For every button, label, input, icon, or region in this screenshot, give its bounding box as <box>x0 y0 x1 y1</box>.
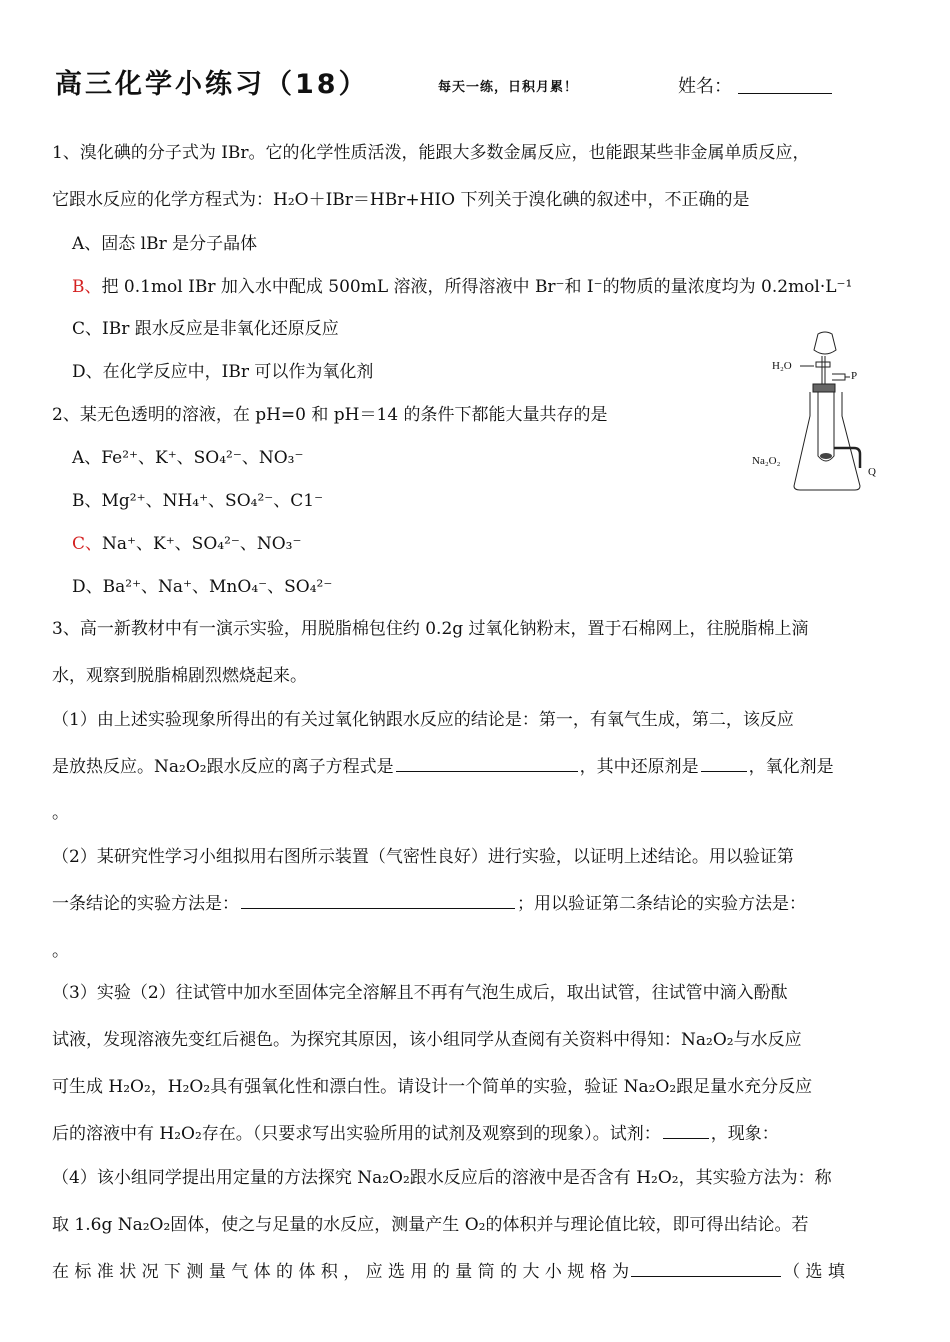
q1-option-b <box>72 272 852 297</box>
q2-option-c-text: Na⁺、K⁺、SO₄²⁻、NO₃⁻ <box>102 534 302 554</box>
q3-stem-line2: 水，观察到脱脂棉剧烈燃烧起来。 <box>52 666 307 686</box>
ionic-equation-blank[interactable] <box>396 753 578 772</box>
worksheet-title: 高三化学小练习（18） <box>55 69 369 100</box>
q3-part4-line1: （4）该小组同学提出用定量的方法探究 Na₂O₂跟水反应后的溶液中是否含有 H₂O₂，其实验方法为：称 <box>52 1168 832 1188</box>
label-water: H₂O <box>772 360 792 372</box>
q1-stem-line2: 它跟水反应的化学方程式为：H₂O＋IBr＝HBr+HIO 下列关于溴化碘的叙述中，不正确的是 <box>52 190 750 210</box>
q2-option-c <box>72 529 301 554</box>
name-blank[interactable] <box>738 93 832 94</box>
label-sodium-peroxide: Na₂O₂ <box>752 455 781 467</box>
q3-stem-line1: 3、高一新教材中有一演示实验，用脱脂棉包住约 0.2g 过氧化钠粉末，置于石棉网上，往脱脂棉上滴 <box>52 619 809 639</box>
q3-part2-text-b: ；用以验证第二条结论的实验方法是： <box>517 894 806 914</box>
q2-option-c-letter: C、 <box>72 534 103 554</box>
motto: 每天一练，日积月累！ <box>438 80 579 95</box>
q3-part4-text-b: （ 选 填 <box>783 1262 845 1282</box>
q2-option-b: B、Mg²⁺、NH₄⁺、SO₄²⁻、C1⁻ <box>72 491 324 511</box>
q2-option-a: A、Fe²⁺、K⁺、SO₄²⁻、NO₃⁻ <box>72 448 304 468</box>
cylinder-size-blank[interactable] <box>631 1258 781 1277</box>
label-p: P <box>851 370 858 382</box>
experiment-apparatus-diagram <box>750 328 900 498</box>
q3-part4-text-a: 在 标 准 状 况 下 测 量 气 体 的 体 积 ， 应 选 用 的 量 筒 的 大 小 规 格 为 <box>52 1262 630 1282</box>
q3-part2-line1: （2）某研究性学习小组拟用右图所示装置（气密性良好）进行实验，以证明上述结论。用以验证第 <box>52 847 794 867</box>
q3-part3-line3: 可生成 H₂O₂，H₂O₂具有强氧化性和漂白性。请设计一个简单的实验，验证 Na₂O₂跟足量水充分反应 <box>52 1077 813 1097</box>
apparatus-drawing <box>750 328 900 498</box>
q3-part3-line1: （3）实验（2）往试管中加水至固体完全溶解且不再有气泡生成后，取出试管，往试管中滴入酚酞 <box>52 983 788 1003</box>
q1-option-b-letter: B、 <box>72 277 102 297</box>
q3-part1-line2 <box>52 752 834 777</box>
q3-part3-text-a: 后的溶液中有 H₂O₂存在。（只要求写出实验所用的试剂及观察到的现象）。试剂： <box>52 1124 661 1144</box>
q3-part3-line4 <box>52 1119 779 1144</box>
q1-option-d: D、在化学反应中，IBr 可以作为氧化剂 <box>72 362 374 382</box>
q3-part2-line3: 。 <box>52 941 69 961</box>
q3-part1-text-c: ，氧化剂是 <box>748 757 834 777</box>
name-label: 姓名： <box>678 76 732 97</box>
q3-part3-text-b: ，现象： <box>710 1124 779 1144</box>
q1-option-a: A、固态 lBr 是分子晶体 <box>72 234 258 254</box>
q2-option-d: D、Ba²⁺、Na⁺、MnO₄⁻、SO₄²⁻ <box>72 577 333 597</box>
q3-part2-line2 <box>52 889 806 914</box>
q1-stem-line1: 1、溴化碘的分子式为 IBr。它的化学性质活泼，能跟大多数金属反应，也能跟某些非金属单质反应， <box>52 143 810 163</box>
label-q: Q <box>868 466 876 478</box>
method-one-blank[interactable] <box>241 890 515 909</box>
q2-stem: 2、某无色透明的溶液，在 pH=0 和 pH＝14 的条件下都能大量共存的是 <box>52 405 608 425</box>
q3-part1-text-a: 是放热反应。Na₂O₂跟水反应的离子方程式是 <box>52 757 394 777</box>
reducing-agent-blank[interactable] <box>701 753 747 772</box>
reagent-blank[interactable] <box>663 1120 709 1139</box>
q1-option-b-text: 把 0.1mol IBr 加入水中配成 500mL 溶液，所得溶液中 Br⁻和 I⁻的物质的量浓度均为 0.2mol·L⁻¹ <box>101 277 853 297</box>
q3-part1-line3: 。 <box>52 803 69 823</box>
q3-part1-line1: （1）由上述实验现象所得出的有关过氧化钠跟水反应的结论是：第一，有氧气生成，第二，该反应 <box>52 710 794 730</box>
q3-part3-line2: 试液，发现溶液先变红后褪色。为探究其原因，该小组同学从查阅有关资料中得知：Na₂O₂与水反应 <box>52 1030 802 1050</box>
q3-part1-text-b: ，其中还原剂是 <box>579 757 699 777</box>
q3-part2-text-a: 一条结论的实验方法是： <box>52 894 239 914</box>
q3-part4-line2: 取 1.6g Na₂O₂固体，使之与足量的水反应，测量产生 O₂的体积并与理论值比较，即可得出结论。若 <box>52 1215 809 1235</box>
q1-option-c: C、IBr 跟水反应是非氧化还原反应 <box>72 319 339 339</box>
q3-part4-line3 <box>52 1257 845 1282</box>
